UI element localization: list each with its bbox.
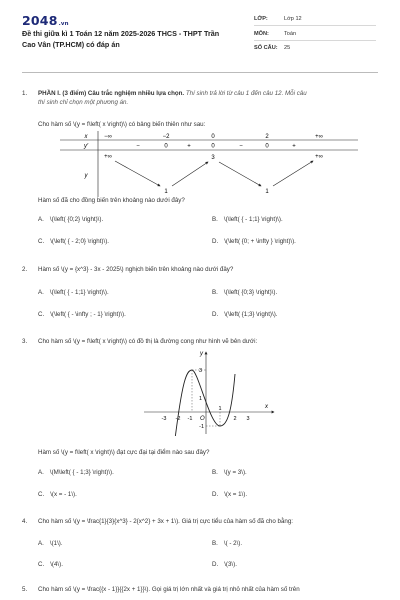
table-y-value: +∞ — [315, 154, 323, 160]
table-yp-label: y′ — [83, 143, 89, 150]
q1-option-c[interactable]: C. \(\left( { - 2;0} \right)\). — [38, 238, 109, 245]
variation-arrow — [273, 161, 313, 186]
table-y-value: 1 — [164, 189, 168, 195]
q3-stem: Cho hàm số \(y = f\left( x \right)\) có đồ thị là đường cong như hình vẽ bên dưới: — [38, 338, 258, 345]
q3-option-d[interactable]: D. \(x = 1\). — [212, 491, 248, 498]
y-axis-label: y — [200, 351, 203, 357]
y-tick: 1 — [198, 396, 202, 402]
q3-option-c[interactable]: C. \(x = - 1\). — [38, 491, 77, 498]
q1-option-b[interactable]: B. \(\left( { - 1;1} \right)\). — [212, 216, 283, 223]
variation-arrow — [172, 162, 208, 186]
variation-arrow — [219, 162, 261, 186]
divider — [254, 25, 376, 26]
table-sign: 0 — [164, 143, 168, 150]
function-graph — [140, 344, 280, 436]
table-x-value: +∞ — [315, 134, 323, 140]
x-tick: -1 — [187, 416, 193, 422]
table-x-value: 0 — [211, 134, 215, 140]
question-number: 1. — [22, 90, 28, 97]
variation-table — [60, 131, 360, 197]
table-sign: + — [292, 143, 296, 150]
table-sign: − — [239, 143, 243, 150]
q5-stem: Cho hàm số \(y = \frac{{x - 1}}{{2x + 1}}\). Gọi giá trị lớn nhất và giá trị nhỏ nhất của hàm số trên — [38, 586, 300, 593]
q3-question: Hàm số \(y = f\left( x \right)\) đạt cực đại tại điểm nào sau đây? — [38, 449, 210, 456]
x-axis-label: x — [265, 404, 268, 410]
q1-question: Hàm số đã cho đồng biến trên khoảng nào dưới đây? — [38, 197, 185, 204]
q3-option-b[interactable]: B. \(y = 3\). — [212, 469, 247, 476]
y-tick: -1 — [199, 424, 204, 430]
table-y-value: 3 — [211, 155, 215, 161]
x-tick: 2 — [233, 416, 237, 422]
table-y-value: 1 — [265, 189, 269, 195]
document-title: Đề thi giữa kì 1 Toán 12 năm 2025-2026 THCS - THPT Trần Cao Vân (TP.HCM) có đáp án — [22, 29, 220, 49]
q1-option-d[interactable]: D. \(\left( {0; + \infty } \right)\). — [212, 238, 296, 245]
header-rule — [22, 72, 378, 73]
table-sign: − — [136, 143, 140, 150]
q4-option-d[interactable]: D. \(3\). — [212, 561, 237, 568]
q1-option-a[interactable]: A. \(\left( {0;2} \right)\). — [38, 216, 104, 223]
question-number: 3. — [22, 338, 28, 345]
x-tick: 1 — [218, 406, 222, 412]
x-tick: -3 — [161, 416, 167, 422]
q3-option-a[interactable]: A. \(M\left( { - 1;3} \right)\). — [38, 469, 114, 476]
table-y-value: +∞ — [104, 154, 112, 160]
variation-arrow — [115, 161, 160, 186]
table-sign: 0 — [211, 143, 215, 150]
table-x-value: −∞ — [104, 134, 112, 140]
divider — [254, 40, 376, 41]
q2-option-a[interactable]: A. \(\left( { - 1;1} \right)\). — [38, 289, 109, 296]
section-instruction: thí sinh chỉ chọn một phương án. — [38, 99, 129, 106]
q4-stem: Cho hàm số \(y = \frac{1}{3}{x^3} - 2{x^2} + 3x + 1\). Giá trị cực tiểu của hàm số đã cho bằng: — [38, 518, 294, 525]
table-sign: + — [187, 143, 191, 150]
question-number: 4. — [22, 518, 28, 525]
q4-option-b[interactable]: B. \( - 2\). — [212, 540, 243, 547]
q1-stem: Cho hàm số \(y = f\left( x \right)\) có bảng biến thiên như sau: — [38, 121, 206, 128]
x-tick: 3 — [246, 416, 250, 422]
section-heading: PHẦN I. (3 điểm) Câu trắc nghiệm nhiều lựa chọn. Thí sinh trả lời từ câu 1 đến câu 12. Mỗi câu — [38, 90, 307, 97]
table-sign: 0 — [265, 143, 269, 150]
q4-option-c[interactable]: C. \(4\). — [38, 561, 63, 568]
table-x-value: −2 — [162, 134, 170, 140]
table-y-label: y — [84, 173, 88, 179]
q2-option-d[interactable]: D. \(\left( {1;3} \right)\). — [212, 311, 278, 318]
origin-label: O — [200, 416, 205, 422]
question-number: 2. — [22, 266, 28, 273]
q2-stem: Hàm số \(y = {x^3} - 3x - 2025\) nghịch biến trên khoảng nào dưới đây? — [38, 266, 234, 273]
q2-option-c[interactable]: C. \(\left( { - \infty ; - 1} \right)\). — [38, 311, 126, 318]
logo[interactable]: 2048.vn — [22, 13, 69, 28]
y-tick: 3 — [198, 368, 202, 374]
table-x-label: x — [84, 134, 88, 140]
q4-option-a[interactable]: A. \(1\). — [38, 540, 63, 547]
header: 2048.vn Đề thi giữa kì 1 Toán 12 năm 2025-2026 THCS - THPT Trần Cao Vân (TP.HCM) có đáp án LỚP: Lớp 12 MÔN: Toán SỐ CÂU: 25 — [0, 0, 400, 62]
function-curve — [175, 370, 235, 436]
table-x-value: 2 — [265, 134, 269, 140]
q2-option-b[interactable]: B. \(\left( {0;3} \right)\). — [212, 289, 278, 296]
question-number: 5. — [22, 586, 28, 593]
x-tick: -2 — [175, 416, 181, 422]
